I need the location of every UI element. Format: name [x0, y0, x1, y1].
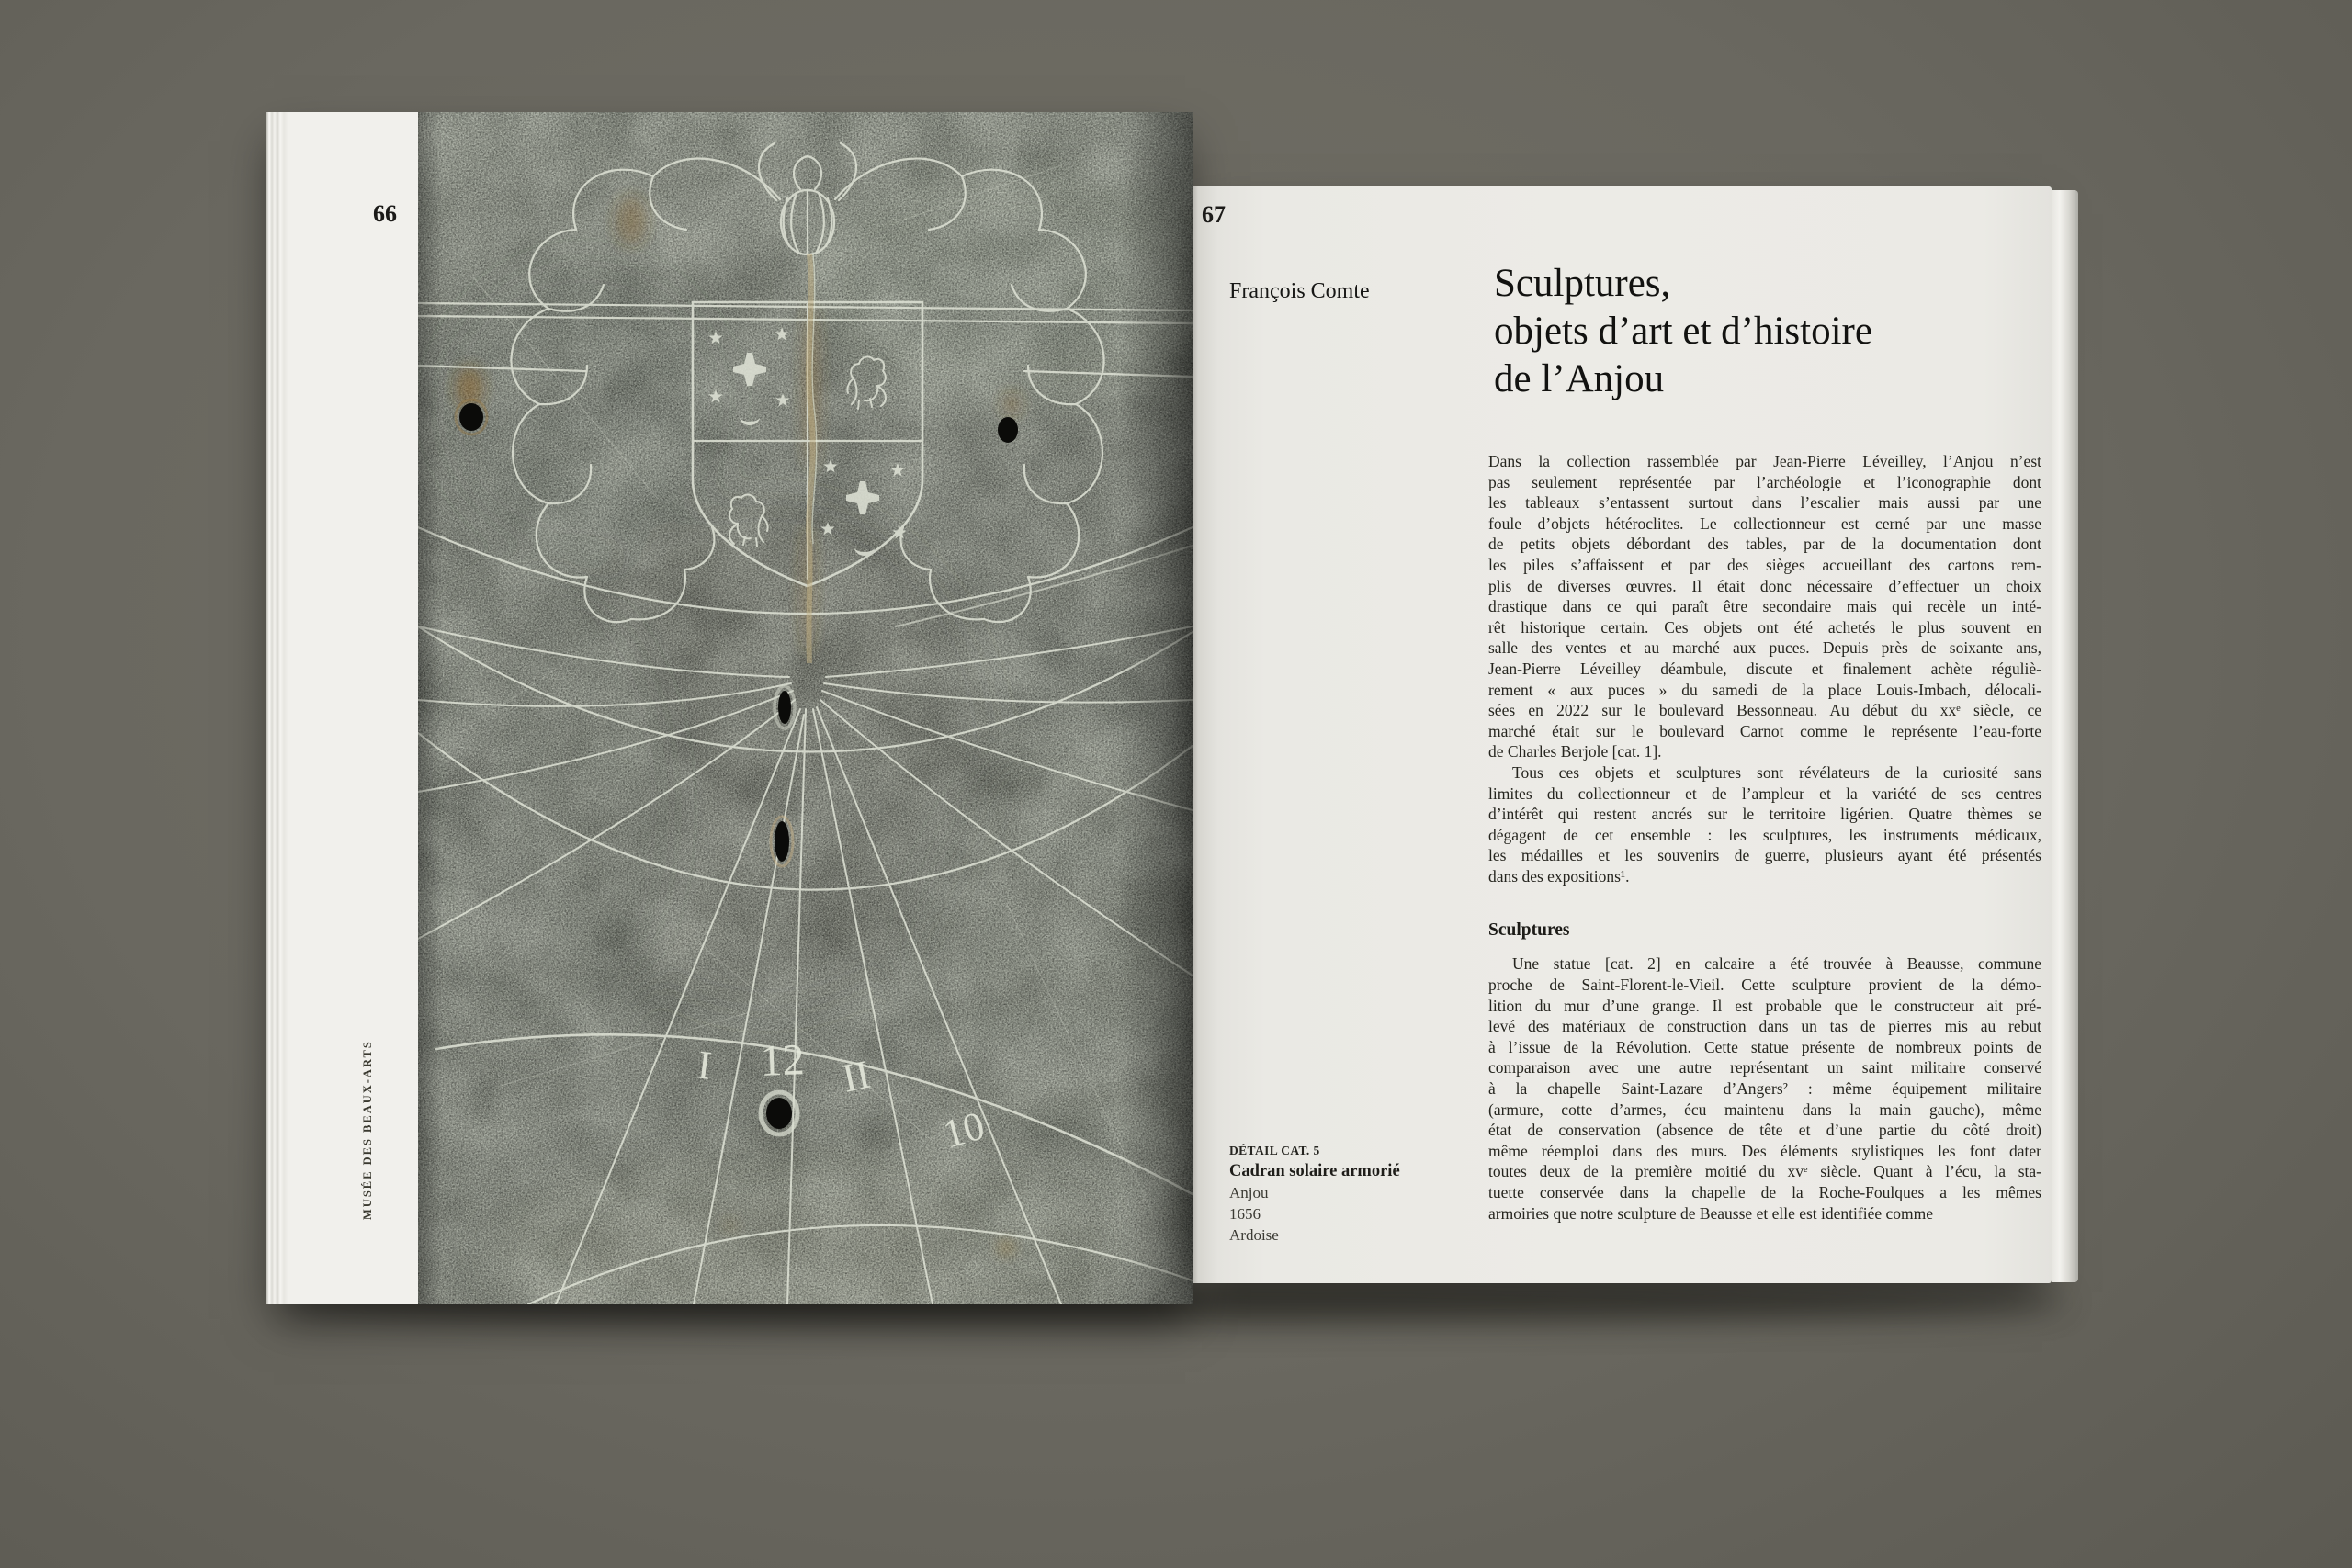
- text-line: même réemploi dans des murs. Des éléments stylistiques les font dater: [1488, 1141, 2041, 1160]
- text-line: de Charles Berjole [cat. 1].: [1488, 742, 1662, 761]
- numeral-12: 12: [759, 1035, 806, 1086]
- text-line: drastique dans ce qui paraît être secondaire mais qui recèle un inté-: [1488, 597, 2041, 616]
- left-edge-vignette: [418, 112, 442, 1304]
- text-line: plis de diverses œuvres. Il était donc nécessaire d’effectuer un choix: [1488, 576, 2041, 595]
- text-line: Sculptures,: [1494, 262, 1671, 305]
- fore-edge-page-stack: [2052, 190, 2078, 1282]
- text-line: (armure, cotte d’armes, écu maintenu dans la main gauche), même: [1488, 1100, 2041, 1119]
- caption-material: Ardoise: [1229, 1226, 1279, 1244]
- numeral-1: I: [695, 1042, 715, 1089]
- text-line: d’intérêt qui restent ancrés sur le territoire ligérien. Quatre thèmes se: [1488, 805, 2041, 824]
- text-line: tuette conservée dans la chapelle de la Roche-Foulques a les mêmes: [1488, 1183, 2041, 1201]
- page-edges-stack: [266, 112, 288, 1304]
- right-page-number: 67: [1202, 201, 1226, 228]
- text-line: armoiries que notre sculpture de Beausse et elle est identifiée comme: [1488, 1203, 1933, 1223]
- caption-place: Anjou: [1229, 1184, 1269, 1201]
- text-line: Tous ces objets et sculptures sont révélateurs de la curiosité sans: [1512, 762, 2041, 782]
- text-line: à la chapelle Saint-Lazare d’Angers² : même équipement militaire: [1488, 1079, 2041, 1099]
- caption-artwork-title: Cadran solaire armorié: [1229, 1162, 1400, 1180]
- text-line: lition du mur d’une grange. Il est probable que le constructeur ait pré-: [1488, 996, 2041, 1015]
- text-line: les médailles et les souvenirs de guerre, plusieurs ayant été présentés: [1488, 846, 2041, 865]
- text-line: levé des matériaux de construction dans un tas de pierres mis au rebut: [1488, 1017, 2041, 1036]
- image-caption: [1229, 1140, 1459, 1246]
- text-line: sées en 2022 sur le boulevard Bessonneau. Au début du xxᵉ siècle, ce: [1488, 701, 2041, 720]
- text-line: de petits objets débordant des tables, par de la documentation dont: [1488, 535, 2041, 554]
- right-page: [1193, 186, 2052, 1283]
- text-line: les piles s’affaissent et par des sièges accueillant des cartons rem-: [1488, 555, 2041, 574]
- text-line: Une statue [cat. 2] en calcaire a été trouvée à Beausse, commune: [1512, 954, 2041, 974]
- article-title: [1494, 260, 2045, 403]
- text-line: les tableaux s’entassent surtout dans l’escalier mais aussi par une: [1488, 493, 2041, 513]
- paragraph: [1488, 953, 2041, 1224]
- text-line: salle des ventes et au marché aux puces. Depuis près de soixante ans,: [1488, 638, 2041, 658]
- numeral-10: 10: [938, 1102, 989, 1157]
- body-column: [1488, 451, 2041, 1224]
- numeral-11: II: [838, 1051, 875, 1101]
- text-line: toutes deux de la première moitié du xvᵉ siècle. Quant à l’écu, la sta-: [1488, 1162, 2041, 1181]
- text-line: rêt historique certain. Ces objets ont été achetés le plus souvent en: [1488, 617, 2041, 637]
- section-heading: Sculptures: [1488, 920, 1570, 941]
- text-line: marché était sur le boulevard Carnot comme le représente l’eau-forte: [1488, 721, 2041, 740]
- text-line: rement « aux puces » du samedi de la place Louis-Imbach, délocali-: [1488, 680, 2041, 699]
- text-line: à l’issue de la Révolution. Cette statue présente de nombreux points de: [1488, 1037, 2041, 1056]
- sundial-slate-photo: [418, 112, 1193, 1304]
- text-line: dégagent de cet ensemble : les sculptures, les instruments médicaux,: [1488, 825, 2041, 844]
- text-line: foule d’objets hétéroclites. Le collectionneur est cerné par une masse: [1488, 513, 2041, 533]
- text-line: Jean-Pierre Léveilley déambule, discute et finalement achète réguliè-: [1488, 659, 2041, 678]
- caption-year: 1656: [1229, 1205, 1261, 1223]
- text-line: objets d’art et d’histoire: [1494, 310, 1872, 353]
- text-line: comparaison avec une autre représentant un saint militaire conservé: [1488, 1058, 2041, 1077]
- text-line: dans des expositions¹.: [1488, 866, 1630, 886]
- gutter-vignette: [1119, 112, 1193, 1304]
- left-page-number: 66: [373, 200, 397, 227]
- text-line: de l’Anjou: [1494, 357, 1665, 400]
- caption-detail-label: DÉTAIL CAT. 5: [1229, 1144, 1320, 1157]
- engraved-sundial-illustration: [418, 112, 1193, 1304]
- author-name: François Comte: [1229, 279, 1370, 303]
- spine-caption: MUSÉE DES BEAUX-ARTS: [361, 1040, 374, 1220]
- text-line: pas seulement représentée par l’archéologie et l’iconographie dont: [1488, 472, 2041, 491]
- text-line: proche de Saint-Florent-le-Vieil. Cette sculpture provient de la démo-: [1488, 976, 2041, 995]
- paragraph: [1488, 451, 2041, 762]
- paragraph: [1488, 762, 2041, 887]
- text-line: Dans la collection rassemblée par Jean-Pierre Léveilley, l’Anjou n’est: [1488, 452, 2041, 470]
- text-line: limites du collectionneur et de l’ampleur et la variété de ses centres: [1488, 784, 2041, 803]
- left-page: [266, 112, 1193, 1304]
- text-line: état de conservation (absence de tête et d’une partie du côté droit): [1488, 1121, 2041, 1140]
